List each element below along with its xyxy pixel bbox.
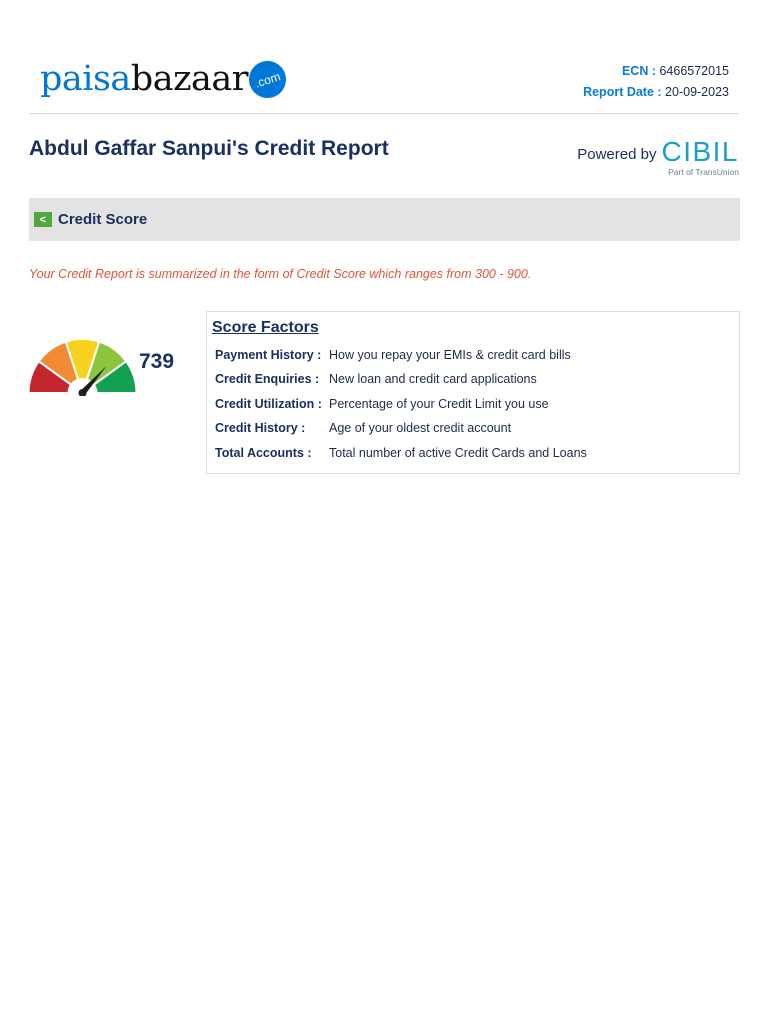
report-date-line bbox=[583, 82, 729, 103]
credit-score-value: 739 bbox=[139, 350, 175, 373]
page-title: Abdul Gaffar Sanpui's Credit Report bbox=[29, 137, 389, 160]
score-factors-title: Score Factors bbox=[212, 319, 319, 336]
cibil-brand: CIBIL bbox=[661, 136, 739, 167]
report-date-label: Report Date : bbox=[583, 85, 662, 99]
score-factors-panel bbox=[206, 311, 740, 474]
credit-score-gauge bbox=[27, 338, 138, 396]
factor-label: Credit History : bbox=[215, 421, 306, 435]
collapse-toggle-icon[interactable]: < bbox=[34, 212, 52, 227]
logo-com-badge: .com bbox=[244, 56, 291, 103]
factor-label: Credit Enquiries : bbox=[215, 372, 320, 386]
factor-description: Age of your oldest credit account bbox=[329, 421, 512, 435]
ecn-label: ECN : bbox=[621, 64, 656, 78]
section-title: Credit Score bbox=[58, 211, 148, 228]
cibil-brand-sub: Part of TransUnion bbox=[668, 167, 739, 177]
cibil-logo bbox=[661, 138, 739, 177]
factor-description: Percentage of your Credit Limit you use bbox=[329, 397, 549, 411]
factor-description: How you repay your EMIs & credit card bills bbox=[329, 348, 571, 362]
logo-paisa-text: paisa bbox=[40, 59, 131, 99]
factor-description: Total number of active Credit Cards and Loans bbox=[329, 446, 587, 460]
report-date-value: 20-09-2023 bbox=[665, 85, 729, 99]
report-meta bbox=[583, 61, 729, 103]
factor-description: New loan and credit card applications bbox=[329, 372, 537, 386]
powered-by-label: Powered by bbox=[577, 146, 657, 163]
factor-label: Credit Utilization : bbox=[215, 397, 322, 411]
factor-label: Payment History : bbox=[215, 348, 322, 362]
credit-score-section-header[interactable] bbox=[29, 198, 740, 241]
ecn-line bbox=[583, 61, 729, 82]
paisabazaar-logo bbox=[40, 57, 286, 101]
score-summary-text: Your Credit Report is summarized in the form of Credit Score which ranges from 300 - 900. bbox=[29, 267, 532, 281]
report-header bbox=[29, 55, 739, 114]
powered-by bbox=[577, 138, 739, 177]
factor-label: Total Accounts : bbox=[215, 446, 312, 460]
ecn-value: 6466572015 bbox=[659, 64, 729, 78]
logo-bazaar-text: bazaar bbox=[130, 59, 248, 99]
